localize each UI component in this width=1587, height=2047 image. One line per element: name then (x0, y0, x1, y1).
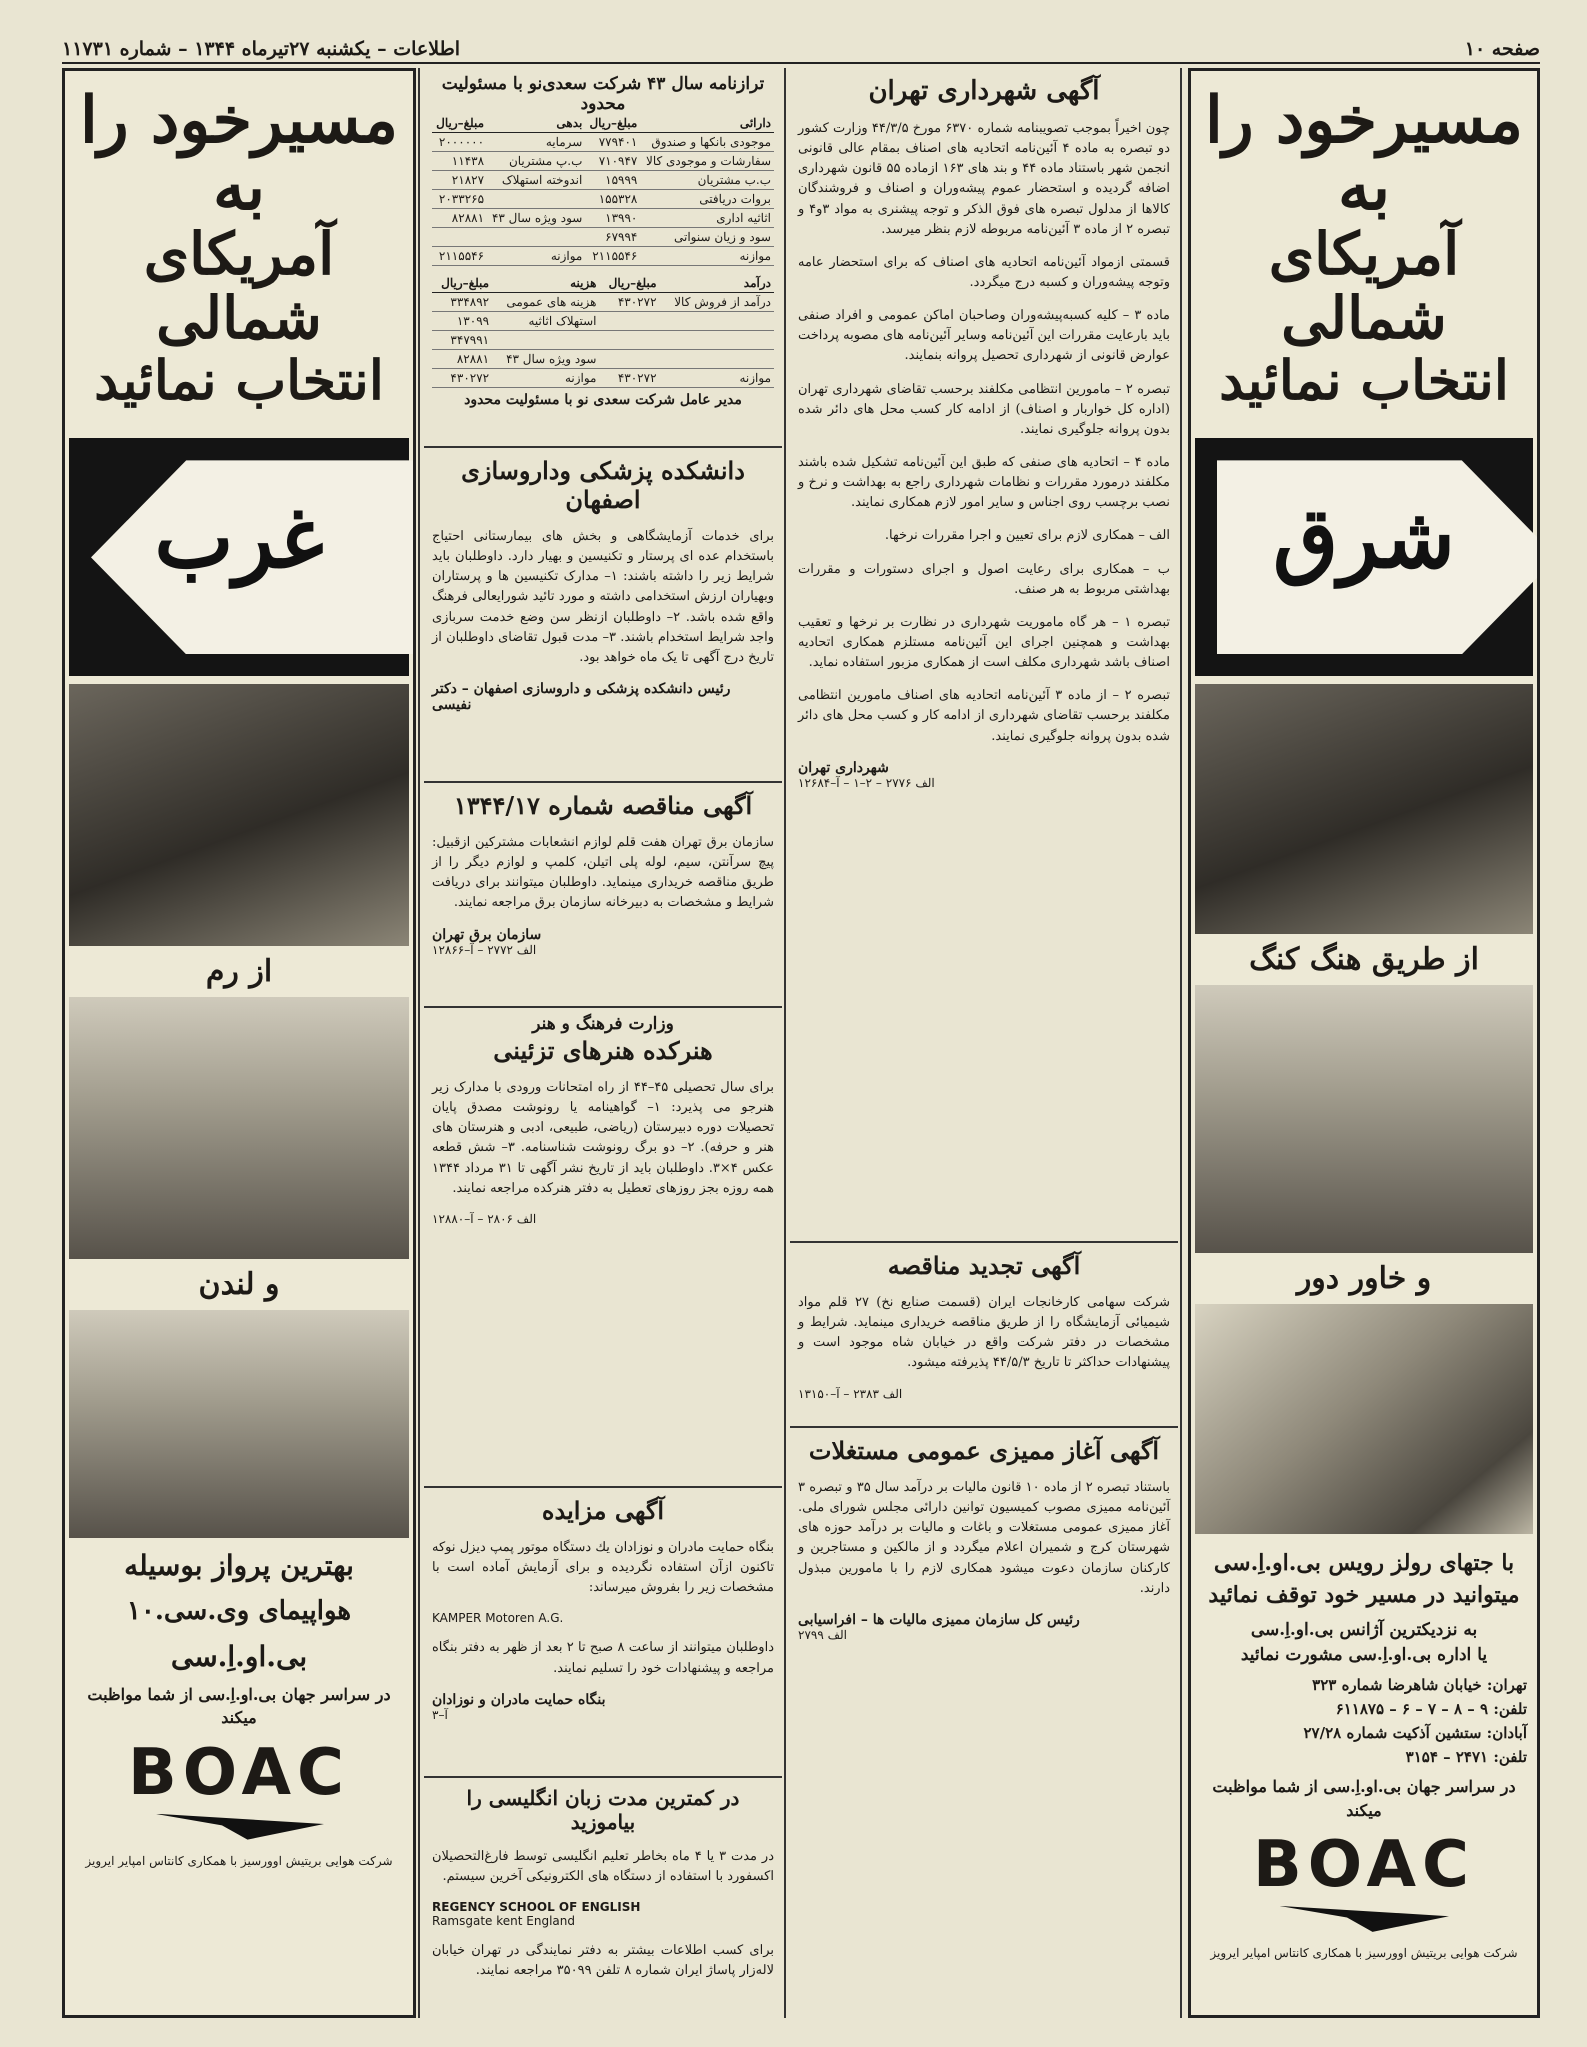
table-row: بروات دریافتی ۱۵۵۳۲۸ ۲۰۳۳۲۶۵ (432, 190, 774, 209)
agent-line-2: یا اداره بی.او.اِ.سی مشورت نمائید (1240, 1644, 1488, 1665)
auction-notice (424, 1488, 782, 1778)
page-number: صفحه ۱۰ (1464, 38, 1540, 60)
para: ب – همکاری برای رعایت اصول و اجرای دستورات و مقررات بهداشتی مربوط به هر صنف. (798, 561, 1170, 597)
bathers-photo (1195, 684, 1533, 934)
municipality-ref: الف ۲۷۷۶ – ۲–۱ – آ–۱۲۶۸۴ (798, 775, 935, 790)
english-text-2: برای کسب اطلاعات بیشتر به دفتر نمایندگی در تهران خیابان لاله‌زار پاساژ ایران شماره ۸ تلفن ۳۵۰۹۹ مراجعه نمایند. (432, 1943, 774, 1979)
column-rule (418, 68, 420, 2018)
contact-block (1201, 1673, 1527, 1769)
table-row-total: موازنه ۲۱۱۵۵۴۶ موازنه ۲۱۱۵۵۴۶ (432, 247, 774, 266)
via-caption: از طریق هنگ کنگ (1249, 942, 1479, 978)
electric-text: سازمان برق تهران هفت قلم لوازم انشعابات مشترکین ازقبیل: پیچ سرآنتن، سیم، لوله پلی اتیلن، کلمپ و لوازم دیگر را از طریق مناقصه خریداری مینماید. داوطلبان میتوانند برای دریافت شرایط و مشخصات به دبیرخانه سازمان برق مراجعه نمایند. (432, 835, 774, 911)
far-east-caption: و خاور دور (1296, 1261, 1432, 1297)
para: تبصره ۱ – هر گاه ماموریت شهرداری در نظارت بر نرخها و تعقیب بهداشت و همچنین اجرای این آئین‌نامه مستلزم همکاری اتحادیه اصناف باشد شهرداری مکلف است از همکاری مزبور استفاده نماید. (798, 614, 1170, 671)
beach-woman-photo (1195, 1304, 1533, 1534)
municipality-signature: شهرداری تهران (798, 759, 889, 776)
aircraft-line: هواپیمای وی.سی.۱۰ (126, 1595, 352, 1626)
speedbird-icon (1279, 1906, 1449, 1932)
boac-west-advert (62, 68, 416, 2018)
balance-signer: مدیر عامل شرکت سعدی نو با مسئولیت محدود (464, 392, 742, 408)
col-income: درآمد (660, 274, 774, 293)
column-rule (784, 68, 786, 2018)
tehran-phone: تلفن: ۹ – ۸ – ۷ – ۶ – ۶۱۱۸۷۵ (1335, 1700, 1527, 1719)
ad-headline: مسیرخود را (79, 83, 399, 158)
agent-line-1: به نزدیکترین آژانس بی.او.اِ.سی (1250, 1620, 1478, 1641)
arrow-word-east: شرق (1273, 488, 1455, 588)
auction-signature: بنگاه حمایت مادران و نوزادان (432, 1691, 606, 1708)
para: چون اخیراً بموجب تصویبنامه شماره ۶۳۷۰ مورخ ۴۴/۳/۵ وزارت کشور دو تبصره به ماده ۴ آئین‌نامه اتحادیه های اصناف بمقام عالی قانونی انجمن شهر باستناد ماده ۴۴ و بند های ۱۶۳ ازماده ۵۵ قانون شهرداری اضافه گردیده و استحضار عموم پیشه‌وران و اصناف و فروشندگان کالاها از مدلول تبصره های فوق الذکر و توجه پیشنری به مواد ۳و۴ و تبصره ۲ از ماده ۳ آئین‌نامه مربوطه لازم بنظر میرسد. (798, 121, 1170, 237)
auction-ref: آ–۳ (432, 1707, 448, 1722)
abadan-phone: تلفن: ۲۴۷۱ – ۳۱۵۴ (1405, 1748, 1527, 1767)
col-assets: دارائی (640, 114, 774, 133)
auction-text-2: داوطلبان میتوانند از ساعت ۸ صبح تا ۲ بعد از ظهر به دفتر بنگاه مراجعه و پیشنهادات خود را تسلیم نمایند. (432, 1640, 774, 1676)
buddha-statue-photo (1195, 985, 1533, 1253)
col-amount: مبلغ–ریال (432, 114, 487, 133)
tender-title: آگهی تجدید مناقصه (887, 1251, 1081, 1280)
para: تبصره ۲ – از ماده ۳ آئین‌نامه اتحادیه های اصناف مامورین انتظامی مکلفند برحسب تقاضای شهرداری از ادامه کار و کسب محل های دائر شده بدون پروانه جلوگیری نمایند. (798, 688, 1170, 744)
isfahan-title: دانشکده پزشکی وداروسازی اصفهان (461, 456, 745, 514)
table-row: درآمد از فروش کالا ۴۳۰۲۷۲ هزینه های عمومی ۳۳۴۸۹۲ (432, 293, 774, 312)
col-amount: مبلغ–ریال (432, 274, 492, 293)
east-arrow-panel (1195, 438, 1533, 676)
para: ماده ۳ – کلیه کسبه‌پیشه‌وران وصاحبان اماکن عمومی و افراد صنفی باید بارعایت مقررات این آئین‌نامه وسایر آئین‌نامه های مصوبه پرداخت عوارض قانونی از شهرداری تحصیل پروانه بنمایند. (798, 308, 1170, 364)
speedbird-icon (154, 1814, 324, 1840)
london-caption: و لندن (198, 1267, 280, 1303)
para: قسمتی ازمواد آئین‌نامه اتحادیه های اصناف که برای استحضار عامه وتوجه پیشه‌وران و کسبه درج میگردد. (798, 254, 1170, 290)
balance-title: ترازنامه سال ۴۳ شرکت سعدی‌نو با مسئولیت محدود (441, 74, 765, 114)
table-row: اثاثیه اداری ۱۳۹۹۰ سود ویژه سال ۴۳ ۸۲۸۸۱ (432, 209, 774, 228)
table-row: ب.ب مشتریان ۱۵۹۹۹ اندوخته استهلاک ۲۱۸۲۷ (432, 171, 774, 190)
table-row-total: موازنه ۴۳۰۲۷۲ موازنه ۴۳۰۲۷۲ (432, 369, 774, 388)
electric-tender (424, 783, 782, 1008)
col-amount: مبلغ–ریال (599, 274, 659, 293)
electric-signature: سازمان برق تهران (432, 926, 542, 943)
table-row: موجودی بانکها و صندوق ۷۷۹۴۰۱ سرمایه ۲۰۰۰۰۰۰ (432, 133, 774, 152)
school-name: REGENCY SCHOOL OF ENGLISH (432, 1900, 641, 1915)
auction-text: بنگاه حمایت مادران و نوزادان یك دستگاه موتور پمپ دیزل نوکه تاکنون ازآن استفاده نگردیده و برای آزمایش آماده است با مشخصات زیر را بفروش میرساند: (432, 1540, 774, 1596)
slogan: در سراسر جهان بی.او.اِ.سی از شما مواظبت میکند (1212, 1777, 1516, 1820)
tender-ref: الف ۲۳۸۳ – آ–۱۳۱۵۰ (798, 1386, 903, 1401)
table-row: سود و زیان سنواتی ۶۷۹۹۴ (432, 228, 774, 247)
best-flight-line: بهترین پرواز بوسیله (124, 1549, 354, 1583)
tender-text: شرکت سهامی کارخانجات ایران (قسمت صنایع نخ) ۲۷ قلم مواد شیمیائی آزمایشگاه را از طریق مناقصه خریداری مینماید. شرایط و مشخصات در دفتر شرکت واقع در خیابان شاه موجود است و پیشنهادات حداکثر تا تاریخ ۴۴/۵/۳ پذیرفته میشود. (798, 1295, 1170, 1371)
motor-spec: KAMPER Motoren A.G. (432, 1611, 564, 1626)
municipality-column (790, 68, 1178, 2018)
jet-line-1: با جتهای رولز رویس بی.او.اِ.سی (1213, 1550, 1515, 1577)
ad-footer: شرکت هوایی بریتیش اوورسیز با همکاری کانتاس امپایر ایرویز (85, 1853, 393, 1868)
para: ماده ۴ – اتحادیه های صنفی که طبق این آئین‌نامه تشکیل شده باشند مکلفند درمورد مقررات و نظامات شهرداری راجع به بهداشت و نرخ و نصب برچسب روی اجناس و سایر امور لازم همکاری نمایند. (798, 454, 1170, 511)
abadan-address: آبادان: ستشین آذکیت شماره ۲۷/۲۸ (1303, 1724, 1527, 1743)
ad-choose: انتخاب نمائید (1219, 347, 1509, 412)
slogan: در سراسر جهان بی.او.اِ.سی از شما مواظبت میکند (87, 1685, 391, 1728)
isfahan-text: برای خدمات آزمایشگاهی و بخش های بیمارستانی احتیاج باستخدام عده ای پرستار و تکنیسین و بهیار دارد. داوطلبان باید شرایط زیر را داشته باشند: ۱– مدارک تکنیسین ها و پرستاران وبهیاران ارزش استخدامی داشته و مورد تائید شورایعالی فرهنگ واقع شده باشد. ۲– داوطلبان ازنظر سن وضع خدمت سربازی واجد شرایط استخدام باشند. ۳– مدت قبول تقاضای داوطلبان از تاریخ درج آگهی تا یک ماه خواهد بود. (432, 529, 775, 665)
tax-notice (790, 1428, 1178, 1988)
school-address: Ramsgate kent England (432, 1914, 575, 1929)
tax-title: آگهی آغاز ممیزی عمومی مستغلات (808, 1436, 1160, 1465)
profit-loss-table (432, 274, 774, 388)
balance-sheet (424, 68, 782, 448)
english-text: در مدت ۳ یا ۴ ماه بخاطر تعلیم انگلیسی توسط فارغ‌التحصیلان اکسفورد با استفاده از دستگاه های الکترونیکی آخرین سیستم. (432, 1849, 774, 1885)
london-photo (69, 997, 409, 1259)
boac-fa: بی.او.اِ.سی (170, 1639, 308, 1673)
table-row: ۳۴۷۹۹۱ (432, 331, 774, 350)
jet-line-2: میتوانید در مسیر خود توقف نمائید (1208, 1582, 1520, 1609)
ad-footer: شرکت هوایی بریتیش اوورسیز با همکاری کانتاس امپایر ایرویز (1210, 1945, 1518, 1960)
tender-notice (790, 1243, 1178, 1428)
ad-headline-to: به (1337, 150, 1391, 225)
notices-column (424, 68, 782, 2018)
column-rule (1180, 68, 1182, 2018)
boac-logo-text: BOAC (128, 1735, 350, 1810)
municipality-notice (790, 68, 1178, 1243)
ad-headline-to: به (212, 150, 266, 225)
ad-headline: مسیرخود را (1204, 83, 1524, 158)
col-cost: هزینه (492, 274, 599, 293)
col-amount: مبلغ–ریال (585, 114, 640, 133)
ad-destination: آمریکای شمالی (143, 220, 335, 353)
art-title: هنرکده هنرهای تزئینی (493, 1036, 713, 1065)
tehran-address: تهران: خیابان شاهرضا شماره ۳۲۳ (1312, 1676, 1527, 1695)
ad-choose: انتخاب نمائید (94, 347, 384, 412)
arrow-word-west: غرب (154, 488, 324, 588)
rome-caption: از رم (205, 954, 273, 990)
balance-table (432, 114, 774, 266)
table-row: سفارشات و موجودی کالا ۷۱۰۹۴۷ ب.پ مشتریان ۱۱۴۳۸ (432, 152, 774, 171)
rome-photo (69, 684, 409, 946)
ad-destination: آمریکای شمالی (1268, 220, 1460, 353)
page-header (62, 36, 1540, 64)
english-school-ad (424, 1778, 782, 2008)
tax-text: باستناد تبصره ۲ از ماده ۱۰ قانون مالیات بر درآمد سال ۳۵ و تبصره ۳ آئین‌نامه ممیزی مصوب کمیسیون توانین دارائی مجلس شورای ملی. آغاز ممیزی عمومی مستغلات و باغات و مالیات بر درآمد حوزه های شهرستان کرج و شمیران اعلام میگردد و از مالکین و مستاجرین و کارکنان سازمان دعوت میشود همکاری لازم را با مامورین مبذول دارند. (798, 1480, 1170, 1596)
english-title: در کمترین مدت زبان انگلیسی را بیاموزید (466, 1786, 740, 1834)
table-row: سود ویژه سال ۴۳ ۸۲۸۸۱ (432, 350, 774, 369)
auction-title: آگهی مزایده (541, 1496, 665, 1525)
boac-logo-text: BOAC (1253, 1827, 1475, 1902)
vc10-aircraft-photo (69, 1310, 409, 1538)
art-school-notice (424, 1008, 782, 1488)
tax-ref: الف ۲۷۹۹ (798, 1627, 848, 1642)
boac-east-advert (1188, 68, 1540, 2018)
col-liab: بدهی (487, 114, 585, 133)
art-kicker: وزارت فرهنگ و هنر (532, 1014, 674, 1034)
electric-ref: الف ۲۷۷۲ – آ–۱۲۸۶۶ (432, 942, 537, 957)
newspaper-page (62, 36, 1540, 2026)
isfahan-signature: رئیس دانشکده پزشکی و داروسازی اصفهان – دکتر نفیسی (432, 680, 731, 713)
municipality-title: آگهی شهرداری تهران (868, 76, 1100, 106)
isfahan-notice (424, 448, 782, 783)
table-row: استهلاک اثاثیه ۱۳۰۹۹ (432, 312, 774, 331)
para: تبصره ۲ – مامورین انتظامی مکلفند برحسب تقاضای شهرداری تهران (اداره کل خواربار و اصناف) از ادامه کار کسب محل های دائر شده بدون پروانه جلوگیری نمایند. (798, 381, 1170, 437)
tax-signature: رئیس کل سازمان ممیزی مالیات ها – افراسیابی (798, 1611, 1080, 1628)
art-text: برای سال تحصیلی ۴۵–۴۴ از راه امتحانات ورودی با مدارک زیر هنرجو می پذیرد: ۱– گواهینامه یا رونوشت مصدق پایان تحصیلات دوره دبیرستان (ریاضی، طبیعی، ادبی و هنرستان های هنر و حرفه). ۲– دو برگ رونوشت شناسنامه. ۳– شش قطعه عکس ۴×۳. داوطلبان باید از تاریخ نشر آگهی تا ۳۱ مرداد ۱۳۴۴ همه روزه بجز روزهای تعطیل به دفتر هنرکده مراجعه نمایند. (432, 1080, 774, 1196)
west-arrow-panel (69, 438, 409, 676)
paper-dateline: اطلاعات – یکشنبه ۲۷تیرماه ۱۳۴۴ – شماره ۱۱۷۳۱ (62, 38, 460, 60)
art-ref: الف ۲۸۰۶ – آ–۱۲۸۸۰ (432, 1211, 537, 1226)
electric-title: آگهی مناقصه شماره ۱۳۴۴/۱۷ (453, 791, 753, 820)
para: الف – همکاری لازم برای تعیین و اجرا مقررات نرخها. (884, 528, 1170, 544)
